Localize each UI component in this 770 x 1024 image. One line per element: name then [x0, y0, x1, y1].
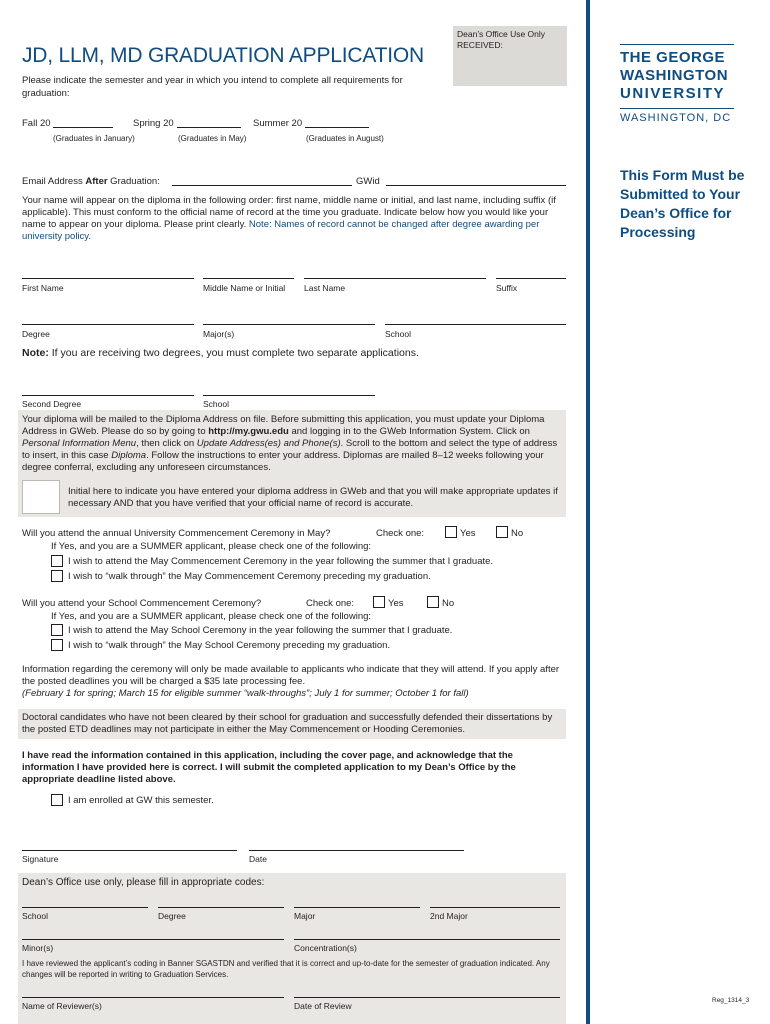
school-check-one: Check one:: [306, 598, 355, 609]
semester-fall-label: Fall 20: [22, 118, 51, 129]
suffix-label: Suffix: [496, 283, 518, 293]
dean-concentration-label: Concentration(s): [294, 943, 357, 953]
ceremony-info: Information regarding the ceremony will only be made available to applicants who indicate that they will attend. If you apply after the posted deadlines you will be charged a $35 late processing fee. (February 1 for spring; March 15 for eligible summer “walk-throughs”; July 1 for summer; October 1 for fall): [22, 664, 560, 699]
last-name-field[interactable]: [304, 278, 486, 279]
univ-no-checkbox[interactable]: [496, 526, 508, 538]
first-name-field[interactable]: [22, 278, 194, 279]
dean-degree-label: Degree: [158, 911, 186, 921]
semester-spring-label: Spring 20: [133, 118, 174, 129]
reviewer-field[interactable]: [22, 997, 284, 998]
school-opt2-checkbox[interactable]: [51, 639, 63, 651]
initial-box[interactable]: [22, 480, 60, 514]
enrolled-label: I am enrolled at GW this semester.: [68, 795, 214, 806]
dean-major2-label: 2nd Major: [430, 911, 468, 921]
majors-field[interactable]: [203, 324, 375, 325]
signature-field[interactable]: [22, 850, 237, 851]
school-yes-checkbox[interactable]: [373, 596, 385, 608]
signature-label: Signature: [22, 854, 59, 864]
deadlines: (February 1 for spring; March 15 for eligible summer “walk-throughs”; July 1 for summer; October 1 for fall): [22, 688, 469, 699]
semester-fall-line[interactable]: [53, 127, 113, 128]
degree-field[interactable]: [22, 324, 194, 325]
logo-line3: UNIVERSITY: [620, 85, 726, 102]
email-label: Email Address After Graduation:: [22, 176, 160, 187]
semester-summer-note: (Graduates in August): [306, 134, 384, 143]
dean-review-text: I have reviewed the applicant’s coding in Banner SGASTDN and verified that it is correct and up-to-date for the semester of graduation indicated. Any changes will be reported in writing to Graduation Services.: [22, 959, 550, 979]
enrolled-checkbox[interactable]: [51, 794, 63, 806]
office-use-line1: Dean’s Office Use Only: [457, 29, 546, 39]
univ-ifyes: If Yes, and you are a SUMMER applicant, please check one of the following:: [51, 541, 372, 552]
dean-concentration-field[interactable]: [294, 939, 560, 940]
dean-minors-field[interactable]: [22, 939, 284, 940]
dean-school-label: School: [22, 911, 48, 921]
school-no-label: No: [442, 598, 455, 609]
name-instructions: Your name will appear on the diploma in the following order: first name, middle name or initial, and last name, including suffix (if applicable). This must conform to the official name of record at the time you graduate. Indicate below how you would like your name to appear on your diploma. Please print clearly. Note: Names of record cannot be changed after degree awarding per university policy.: [22, 195, 556, 242]
logo-line4: WASHINGTON, DC: [620, 112, 732, 124]
school-opt1-label: I wish to attend the May School Ceremony in the year following the summer that I graduate.: [68, 625, 453, 636]
gweb-link[interactable]: http://my.gwu.edu: [208, 426, 289, 437]
dean-major2-field[interactable]: [430, 907, 560, 908]
second-school-label: School: [203, 399, 229, 409]
degree-label: Degree: [22, 329, 50, 339]
email-field[interactable]: [172, 185, 352, 186]
semester-spring-note: (Graduates in May): [178, 134, 247, 143]
univ-yes-checkbox[interactable]: [445, 526, 457, 538]
initial-text: Initial here to indicate you have entered your diploma address in GWeb and that you will make appropriate updates if necessary AND that you have verified that your official name of record is accurate.: [68, 486, 558, 509]
univ-check-one: Check one:: [376, 528, 425, 539]
gwu-logo: [620, 44, 736, 124]
second-degree-field[interactable]: [22, 395, 194, 396]
univ-opt2-checkbox[interactable]: [51, 570, 63, 582]
dean-school-field[interactable]: [22, 907, 148, 908]
school-opt2-label: I wish to “walk through” the May School Ceremony preceding my graduation.: [68, 640, 391, 651]
gwid-field[interactable]: [386, 185, 566, 186]
first-name-label: First Name: [22, 283, 64, 293]
two-degrees-note: Note: If you are receiving two degrees, you must complete two separate applications.: [22, 347, 419, 359]
second-school-field[interactable]: [203, 395, 375, 396]
univ-ceremony-question: Will you attend the annual University Commencement Ceremony in May?: [22, 528, 331, 539]
dean-header: Dean’s Office use only, please fill in appropriate codes:: [22, 877, 265, 888]
univ-yes-label: Yes: [460, 528, 476, 539]
must-submit-notice: This Form Must be Submitted to Your Dean’s Office for Processing: [620, 167, 745, 240]
doctoral-note: Doctoral candidates who have not been cleared by their school for graduation and successfully defended their dissertations by the posted ETD deadlines may not participate in either the May Commencement or Hooding Ceremonies.: [22, 712, 553, 735]
dean-major-field[interactable]: [294, 907, 420, 908]
office-use-line2: RECEIVED:: [457, 40, 503, 50]
semester-fall-note: (Graduates in January): [53, 134, 135, 143]
suffix-field[interactable]: [496, 278, 566, 279]
semester-prompt: Please indicate the semester and year in which you intend to complete all requirements for graduation:: [22, 75, 403, 99]
school-label: School: [385, 329, 411, 339]
univ-opt2-label: I wish to “walk through” the May Commencement Ceremony preceding my graduation.: [68, 571, 431, 582]
dean-degree-field[interactable]: [158, 907, 284, 908]
date-field[interactable]: [249, 850, 464, 851]
form-code: Reg_1314_3: [712, 997, 750, 1004]
last-name-label: Last Name: [304, 283, 346, 293]
school-ifyes: If Yes, and you are a SUMMER applicant, please check one of the following:: [51, 611, 372, 622]
second-degree-label: Second Degree: [22, 399, 82, 409]
dean-minors-label: Minor(s): [22, 943, 54, 953]
page-title: JD, LLM, MD GRADUATION APPLICATION: [22, 44, 424, 67]
dean-major-label: Major: [294, 911, 316, 921]
semester-summer-line[interactable]: [305, 127, 369, 128]
univ-opt1-label: I wish to attend the May Commencement Ceremony in the year following the summer that I graduate.: [68, 556, 494, 567]
middle-name-label: Middle Name or Initial: [203, 283, 286, 293]
review-date-field[interactable]: [294, 997, 560, 998]
review-date-label: Date of Review: [294, 1001, 352, 1011]
date-label: Date: [249, 854, 267, 864]
diploma-instructions: Your diploma will be mailed to the Diploma Address on file. Before submitting this application, you must update your Diploma Address in GWeb. Please do so by going to http://my.gwu.edu and logging in to the GWeb Information System. Click on Personal Information Menu, then click on Update Address(es) and Phone(s). Scroll to the bottom and select the type of address to insert, in this case Diploma. Follow the instructions to enter your address. Diplomas are mailed 8–12 weeks following your degree conferral, excluding any unforeseen circumstances.: [22, 414, 558, 473]
semester-summer-label: Summer 20: [253, 118, 303, 129]
school-ceremony-question: Will you attend your School Commencement Ceremony?: [22, 598, 262, 609]
office-use-box: [453, 26, 567, 86]
logo-line2: WASHINGTON: [620, 67, 729, 84]
logo-line1: THE GEORGE: [620, 49, 726, 66]
middle-name-field[interactable]: [203, 278, 294, 279]
semester-spring-line[interactable]: [177, 127, 241, 128]
school-field[interactable]: [385, 324, 566, 325]
reviewer-label: Name of Reviewer(s): [22, 1001, 102, 1011]
univ-opt1-checkbox[interactable]: [51, 555, 63, 567]
gwid-label: GWid: [356, 176, 380, 187]
acknowledgement: I have read the information contained in this application, including the cover page, and acknowledge that the information I have provided here is correct. I will submit the completed application to my Dean’s Office by the appropriate deadline listed above.: [22, 750, 516, 785]
school-no-checkbox[interactable]: [427, 596, 439, 608]
name-note: Note: Names of record cannot be changed after degree awarding per university policy.: [22, 219, 540, 242]
majors-label: Major(s): [203, 329, 235, 339]
school-opt1-checkbox[interactable]: [51, 624, 63, 636]
univ-no-label: No: [511, 528, 524, 539]
school-yes-label: Yes: [388, 598, 404, 609]
side-rule: [586, 0, 590, 1024]
